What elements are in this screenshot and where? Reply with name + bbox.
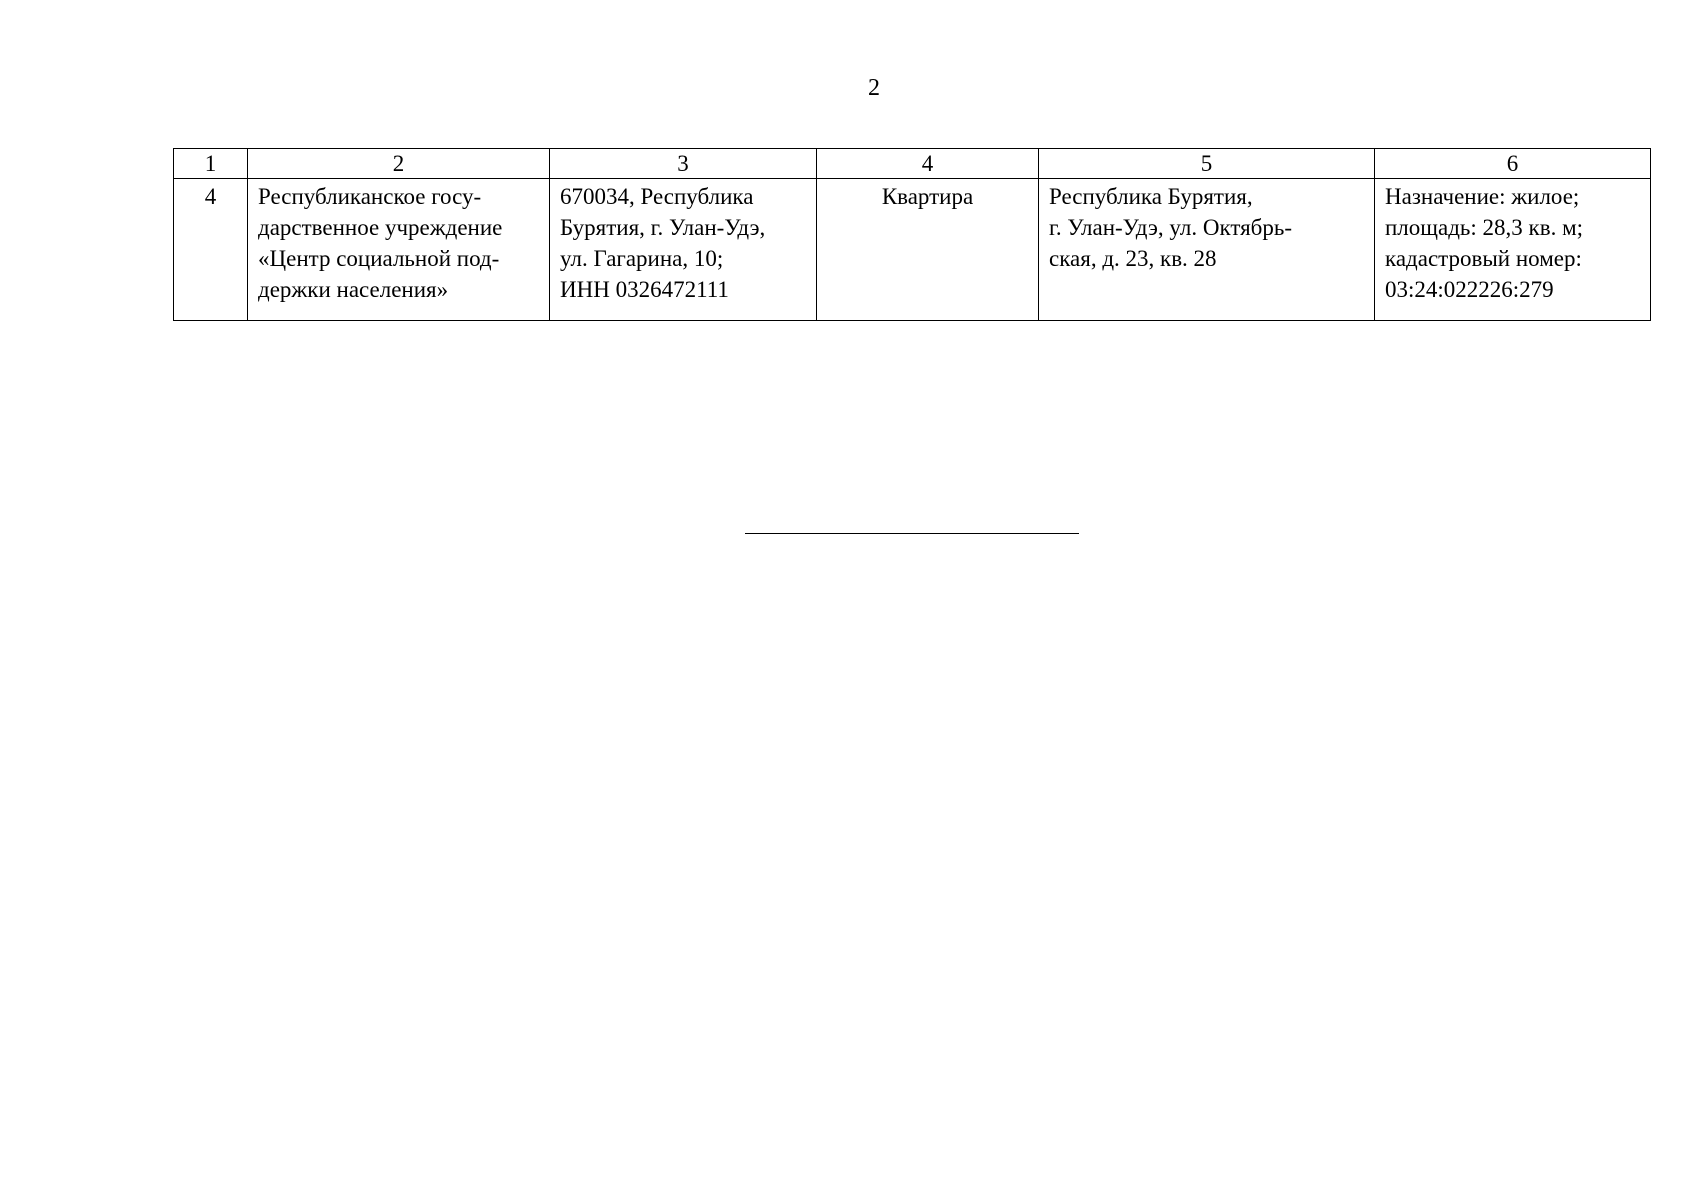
header-cell-6: 6: [1375, 149, 1651, 179]
characteristics-line: кадастровый номер:: [1385, 246, 1582, 271]
header-cell-4: 4: [817, 149, 1039, 179]
table-row: [174, 179, 1651, 321]
header-cell-1: 1: [174, 149, 248, 179]
object-address-cell: [1039, 179, 1375, 321]
header-cell-5: 5: [1039, 149, 1375, 179]
page-number: 2: [868, 75, 880, 101]
row-number-cell: 4: [174, 179, 248, 321]
object-address-line: Республика Бурятия,: [1049, 184, 1253, 209]
holder-cell: [248, 179, 550, 321]
holder-line: держки населения»: [258, 277, 449, 302]
holder-address-line: ул. Гагарина, 10;: [560, 246, 724, 271]
holder-line: дарственное учреждение: [258, 215, 503, 240]
holder-line: «Центр социальной под-: [258, 246, 500, 271]
characteristics-line: 03:24:022226:279: [1385, 277, 1554, 302]
holder-address-cell: [550, 179, 817, 321]
property-table: [173, 148, 1651, 321]
table-header-row: [174, 149, 1651, 179]
holder-address-line: Бурятия, г. Улан-Удэ,: [560, 215, 766, 240]
document-end-rule: [745, 533, 1079, 534]
characteristics-line: площадь: 28,3 кв. м;: [1385, 215, 1584, 240]
object-address-line: г. Улан-Удэ, ул. Октябрь-: [1049, 215, 1293, 240]
holder-address-line: 670034, Республика: [560, 184, 754, 209]
characteristics-line: Назначение: жилое;: [1385, 184, 1580, 209]
characteristics-cell: [1375, 179, 1651, 321]
holder-address-line: ИНН 0326472111: [560, 277, 729, 302]
holder-line: Республиканское госу-: [258, 184, 482, 209]
object-address-line: ская, д. 23, кв. 28: [1049, 246, 1217, 271]
header-cell-2: 2: [248, 149, 550, 179]
object-name-cell: Квартира: [817, 179, 1039, 321]
header-cell-3: 3: [550, 149, 817, 179]
